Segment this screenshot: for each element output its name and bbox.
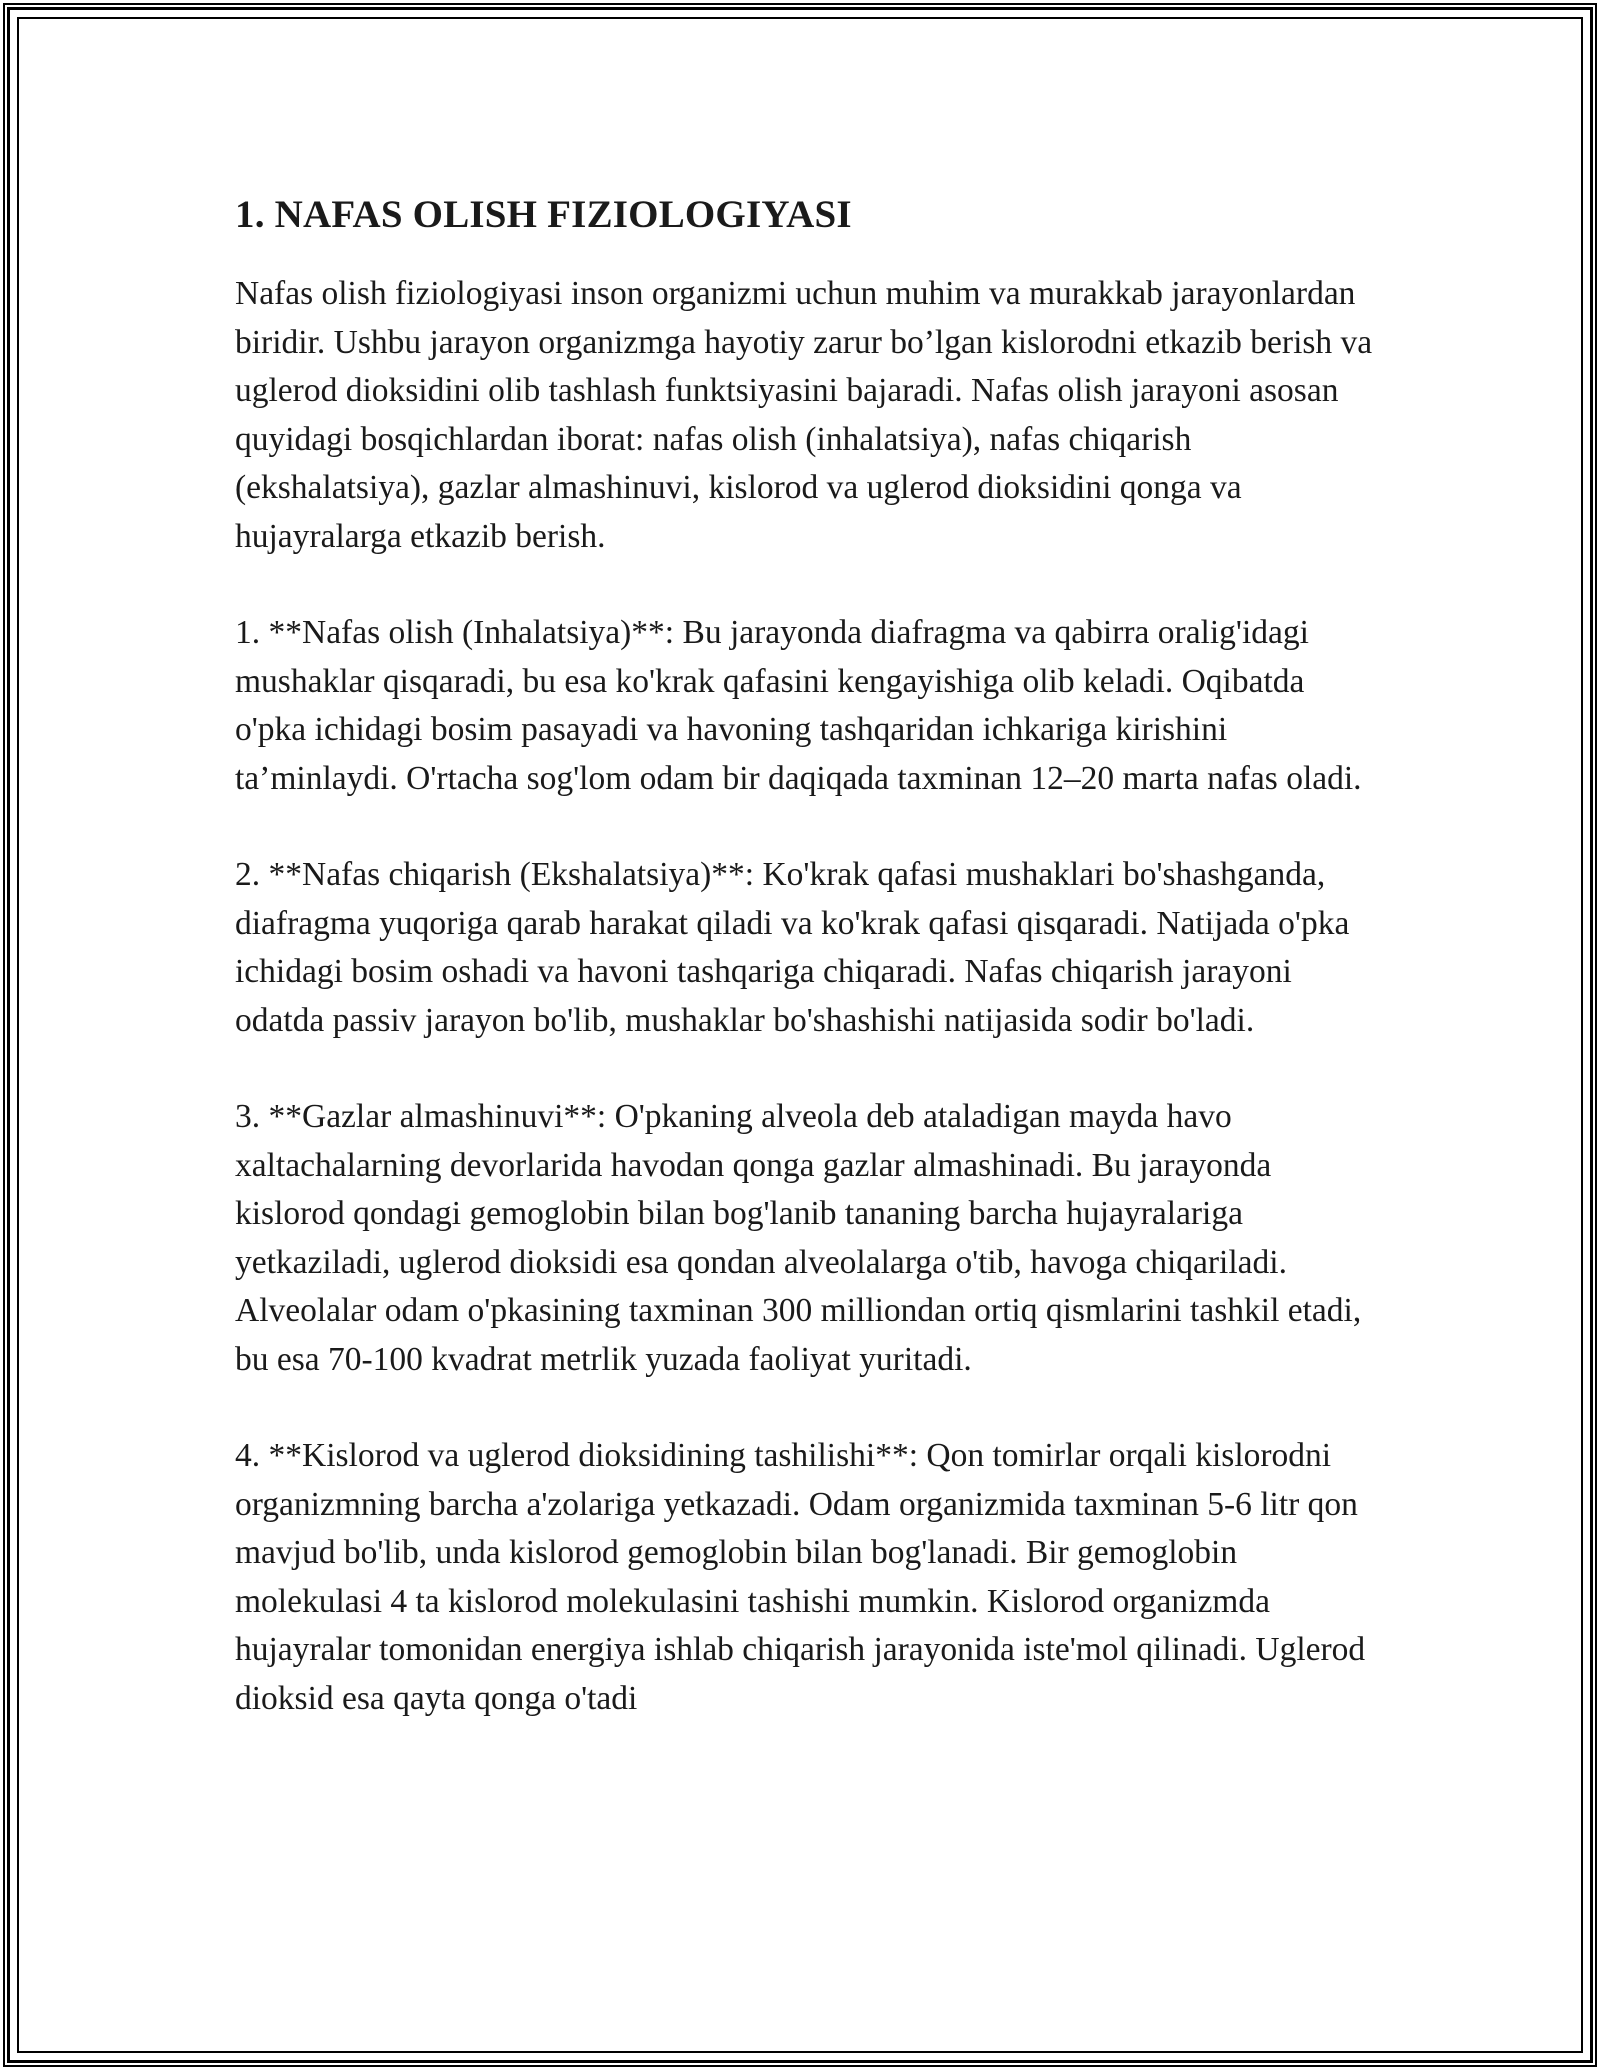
paragraph-intro: Nafas olish fiziologiyasi inson organizmi uchun muhim va murakkab jarayonlardan biridir. Ushbu jarayon organizmga hayotiy zarur bo’lgan kislorodni etkazib berish va uglerod dioksidini olib tashlash funktsiyasini bajaradi. Nafas olish jarayoni asosan quyidagi bosqichlardan iborat: nafas olish (inhalatsiya), nafas chiqarish (ekshalatsiya), gazlar almashinuvi, kislorod va uglerod dioksidini qonga va hujayralarga etkazib berish. xyxy=(235,275,1373,555)
paragraph-inhalation: 1. **Nafas olish (Inhalatsiya)**: Bu jarayonda diafragma va qabirra oralig'idagi mushaklar qisqaradi, bu esa ko'krak qafasini kengayishiga olib keladi. Oqibatda o'pka ichidagi bosim pasayadi va havoning tashqaridan ichkariga kirishini ta’minlaydi. O'rtacha sog'lom odam bir daqiqada taxminan 12–20 marta nafas oladi. xyxy=(235,614,1362,797)
paragraph-transport: 4. **Kislorod va uglerod dioksidining tashilishi**: Qon tomirlar orqali kislorodni organizmning barcha a'zolariga yetkazadi. Odam organizmida taxminan 5-6 litr qon mavjud bo'lib, unda kislorod gemoglobin bilan bog'lanadi. Bir gemoglobin molekulasi 4 ta kislorod molekulasini tashishi mumkin. Kislorod organizmda hujayralar tomonidan energiya ishlab chiqarish jarayonida iste'mol qilinadi. Uglerod dioksid esa qayta qonga o'tadi xyxy=(235,1437,1366,1717)
document-body xyxy=(235,190,1375,1723)
paragraph-gas-exchange: 3. **Gazlar almashinuvi**: O'pkaning alveola deb ataladigan mayda havo xaltachalarning devorlarida havodan qonga gazlar almashinadi. Bu jarayonda kislorod qondagi gemoglobin bilan bog'lanib tananing barcha hujayralariga yetkaziladi, uglerod dioksidi esa qondan alveolalarga o'tib, havoga chiqariladi. Alveolalar odam o'pkasining taxminan 300 milliondan ortiq qismlarini tashkil etadi, bu esa 70-100 kvadrat metrlik yuzada faoliyat yuritadi. xyxy=(235,1098,1362,1378)
paragraph-exhalation: 2. **Nafas chiqarish (Ekshalatsiya)**: Ko'krak qafasi mushaklari bo'shashganda, diafragma yuqoriga qarab harakat qiladi va ko'krak qafasi qisqaradi. Natijada o'pka ichidagi bosim oshadi va havoni tashqariga chiqaradi. Nafas chiqarish jarayoni odatda passiv jarayon bo'lib, mushaklar bo'shashishi natijasida sodir bo'ladi. xyxy=(235,856,1350,1039)
document-title: 1. NAFAS OLISH FIZIOLOGIYASI xyxy=(235,193,852,236)
